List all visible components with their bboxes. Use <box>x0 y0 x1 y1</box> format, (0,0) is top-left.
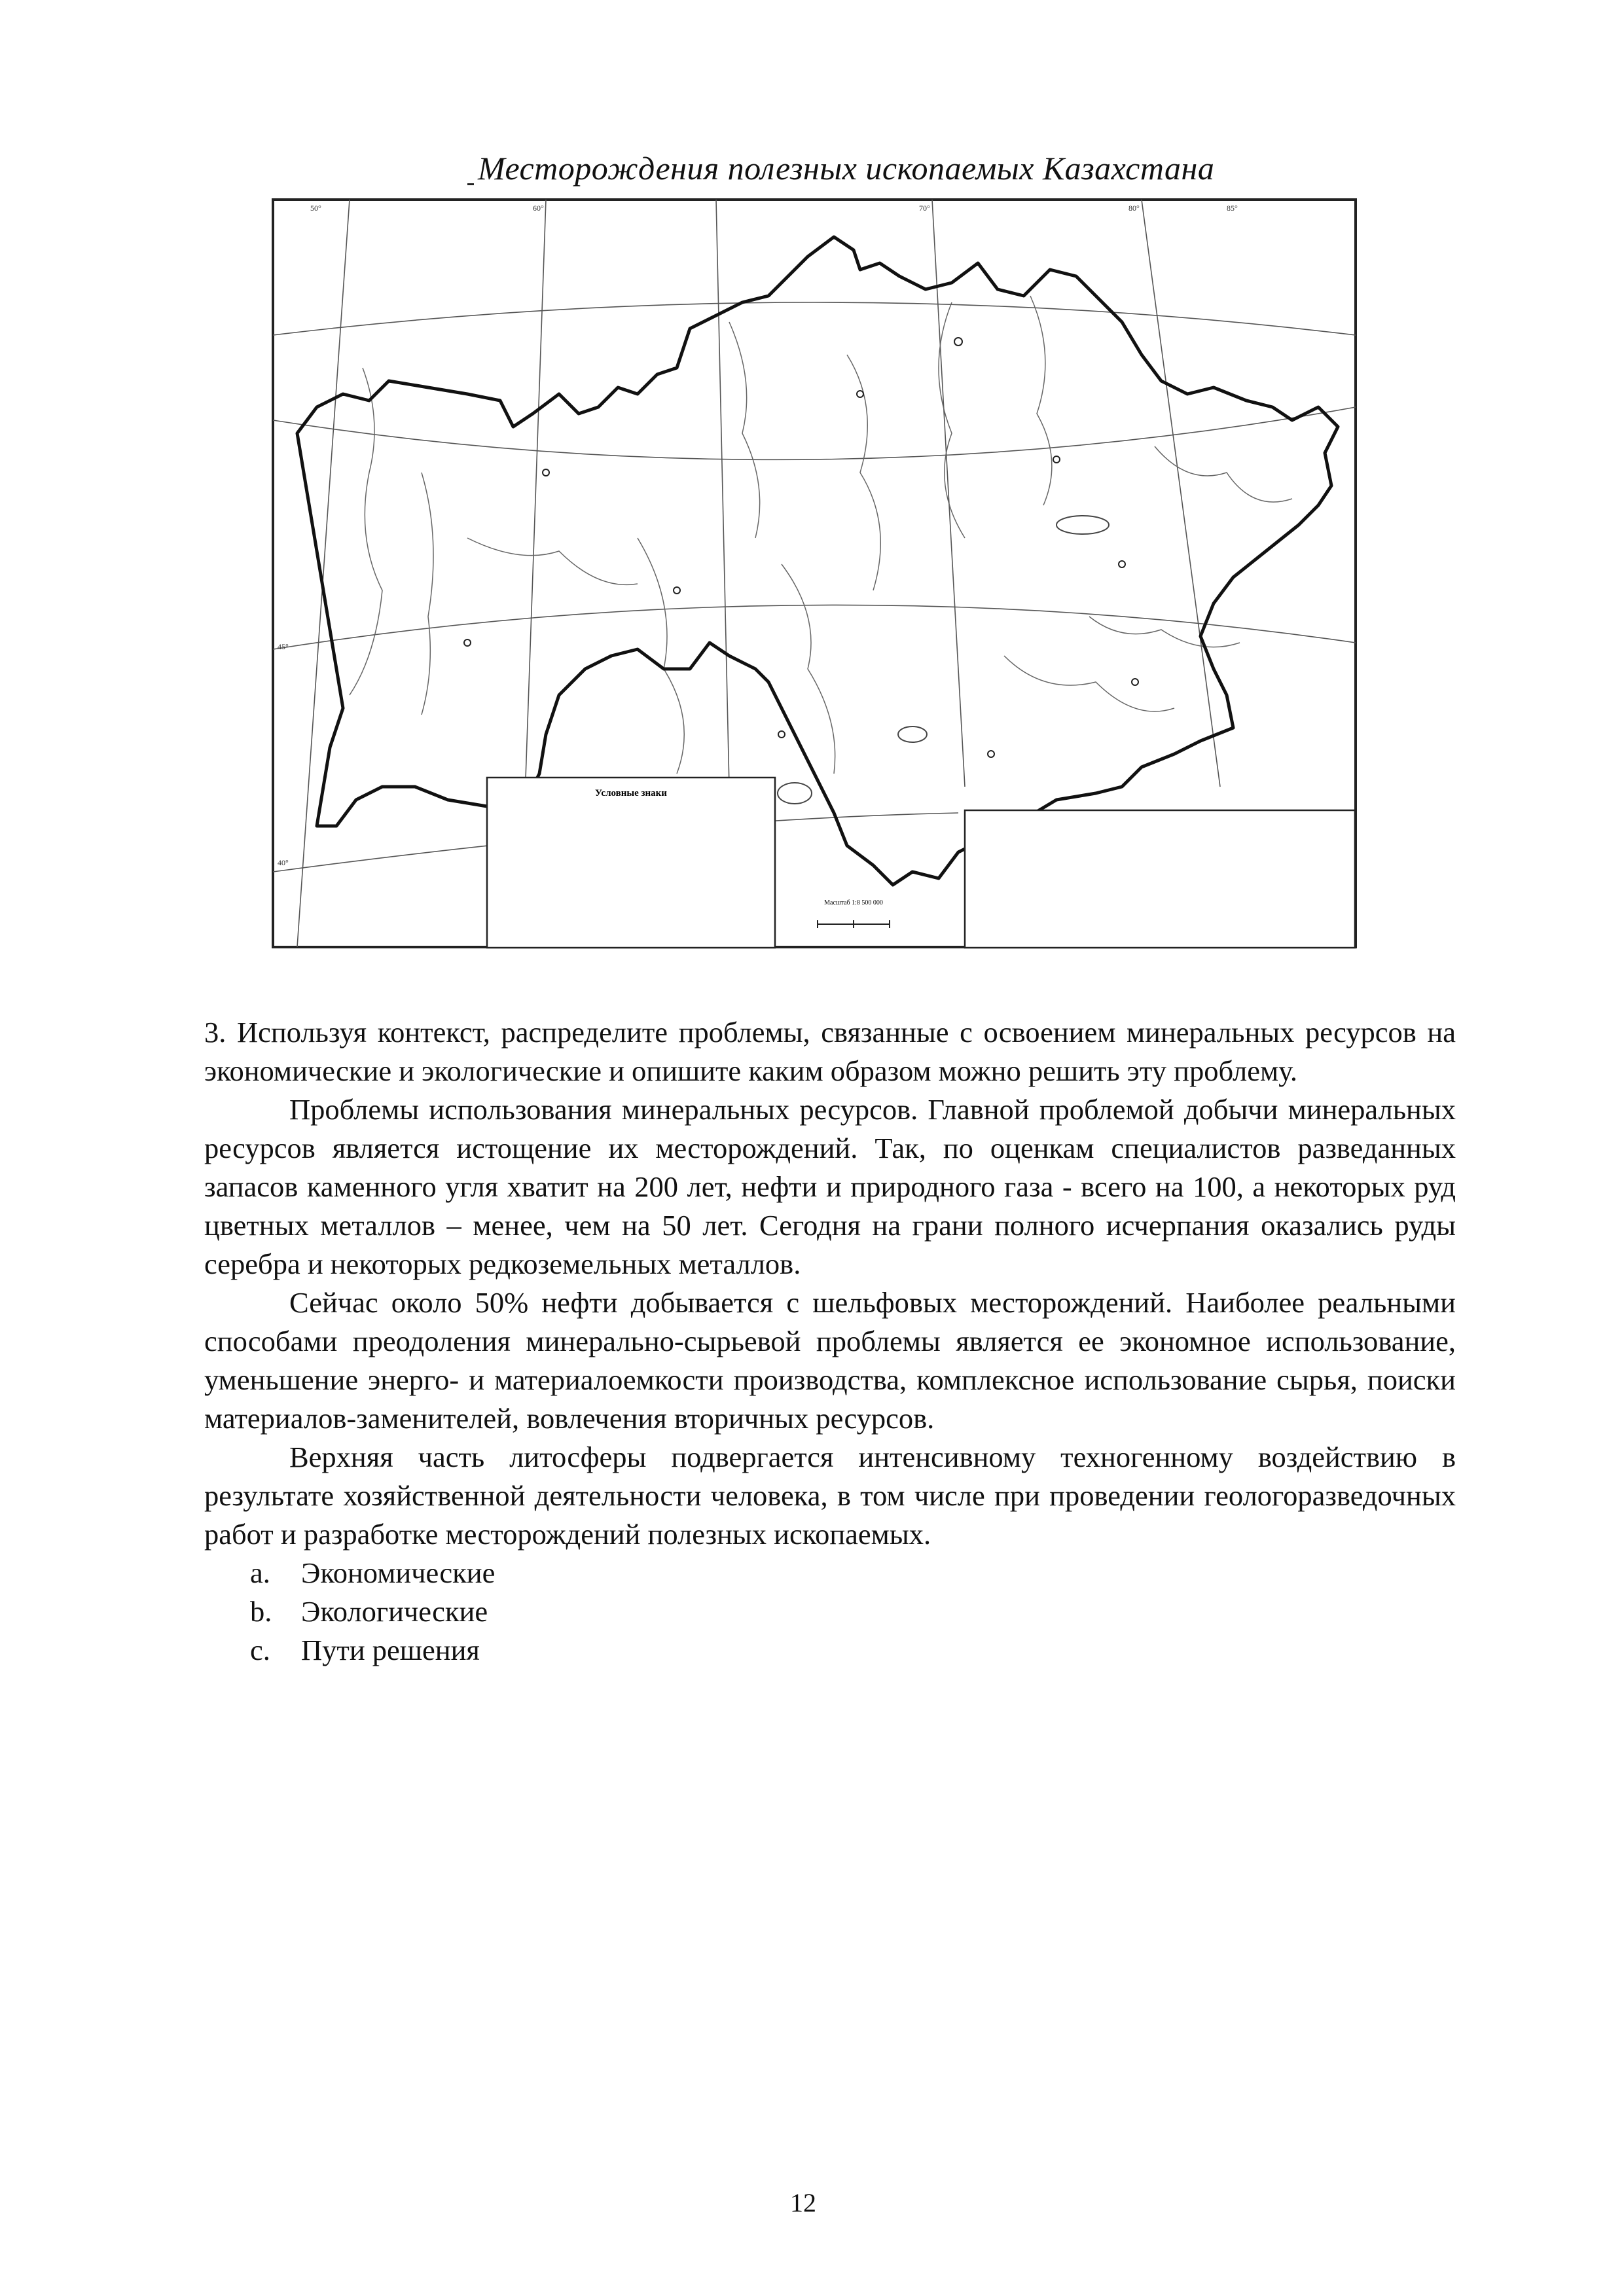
scale-label: Масштаб 1:8 500 000 <box>824 899 883 906</box>
degree-label: 70° <box>919 204 930 213</box>
settlement-marker <box>674 587 680 594</box>
settlement-marker <box>543 469 549 476</box>
settlement-marker <box>1053 456 1060 463</box>
settlement-marker <box>464 639 471 646</box>
kazakhstan-outline-map <box>271 198 1358 949</box>
paragraph: Проблемы использования минеральных ресурсов. Главной проблемой добычи минеральных ресурсов является истощение их месторождений. Так, по оценкам специалистов разведанных запасов каменного угля хватит на 200 лет, нефти и природного газа - всего на 100, а некоторых руд цветных металлов – менее, чем на 50 лет. Сегодня на грани полного исчерпания оказались руды серебра и некоторых редкоземельных металлов. <box>204 1093 1456 1280</box>
settlement-marker <box>778 731 785 738</box>
question-text: 3. Используя контекст, распределите проблемы, связанные с освоением минеральных ресурсов на экономические и экологические и опишите каким образом можно решить эту проблему. <box>204 1016 1456 1087</box>
option-label: Пути решения <box>301 1634 480 1666</box>
paragraph: Сейчас около 50% нефти добывается с шельфовых месторождений. Наиболее реальными способами преодоления минерально-сырьевой проблемы является ее экономное использование, уменьшение энерго- и материалоемкости производства, комплексное использование сырья, поиски материалов-заменителей, вовлечения вторичных ресурсов. <box>204 1286 1456 1435</box>
option-label: Экономические <box>301 1556 496 1589</box>
option-item <box>204 1631 1456 1670</box>
inset-box <box>965 810 1355 948</box>
option-label: Экологические <box>301 1595 488 1628</box>
option-marker: c. <box>250 1634 270 1666</box>
answer-options <box>204 1554 1456 1670</box>
degree-label: 40° <box>278 858 289 867</box>
map-caption-text: Месторождения полезных ископаемых Казахстана <box>478 150 1215 187</box>
paragraph: Верхняя часть литосферы подвергается интенсивному техногенному воздействию в результате хозяйственной деятельности человека, в том числе при проведении геологоразведочных работ и разработке месторождений полезных ископаемых. <box>204 1441 1456 1551</box>
caption-tick-mark <box>467 183 474 185</box>
settlement-marker <box>954 338 962 346</box>
option-item <box>204 1554 1456 1592</box>
option-marker: b. <box>250 1595 272 1628</box>
legend-title: Условные знаки <box>595 788 667 798</box>
settlement-marker <box>857 391 863 397</box>
option-marker: a. <box>250 1556 270 1589</box>
settlement-marker <box>988 751 994 757</box>
degree-label: 80° <box>1128 204 1140 213</box>
map-drawing <box>271 198 1358 949</box>
settlement-marker <box>1132 679 1138 685</box>
legend-box <box>487 778 775 948</box>
option-item <box>204 1592 1456 1631</box>
degree-label: 85° <box>1227 204 1238 213</box>
degree-label: 50° <box>310 204 321 213</box>
settlement-marker <box>1119 561 1125 567</box>
degree-label: 60° <box>533 204 544 213</box>
degree-label: 45° <box>278 642 289 651</box>
question-block <box>204 1013 1456 1670</box>
page-number: 12 <box>790 2188 816 2217</box>
map-caption <box>478 149 1214 187</box>
